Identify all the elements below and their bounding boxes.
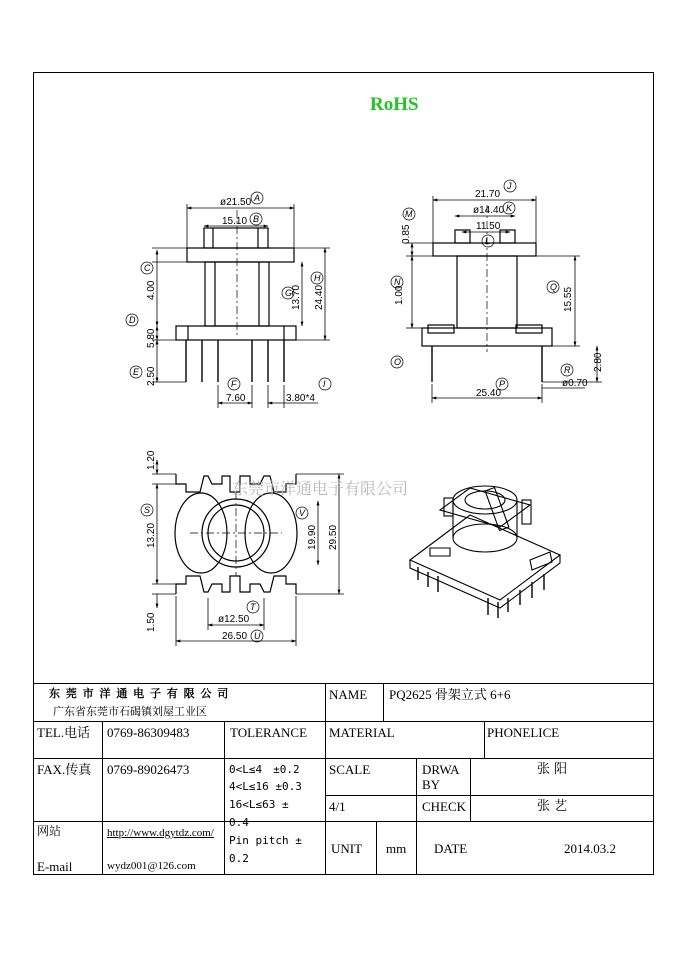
letter-t: T — [250, 602, 256, 612]
dim-s: 13.20 — [146, 522, 157, 548]
letter-f: F — [231, 379, 237, 389]
tb-col-line-2 — [224, 721, 225, 875]
dim-h: 24.40 — [314, 284, 325, 310]
letter-v: V — [299, 508, 306, 518]
letter-o: O — [394, 357, 402, 367]
dim-a: ø21.50 — [220, 197, 252, 208]
company-address: 广东省东莞市石碣镇刘屋工业区 — [53, 705, 207, 718]
front-top-flange — [187, 248, 294, 262]
name-label: NAME — [329, 687, 368, 702]
tb-row-line-2 — [33, 758, 654, 759]
tolerance-line-5: Pin pitch ± — [229, 834, 302, 847]
rohs-mark: RoHS — [370, 94, 419, 115]
date-value: 2014.03.2 — [564, 841, 616, 856]
scale-value: 4/1 — [329, 799, 346, 814]
letter-m: M — [405, 209, 413, 219]
dim-m: 0.85 — [401, 224, 412, 244]
letter-a: A — [254, 193, 261, 203]
dim-29-50: 29.50 — [328, 524, 339, 550]
fax-value: 0769-89026473 — [107, 762, 190, 777]
letter-d: D — [129, 315, 136, 325]
tolerance-line-6: 0.2 — [229, 852, 249, 865]
drawn-by-value: 张 阳 — [537, 762, 568, 777]
dim-r: ø0.70 — [562, 378, 588, 389]
front-view — [152, 204, 330, 408]
dim-q: 15.55 — [563, 286, 574, 312]
tolerance-label: TOLERANCE — [230, 725, 308, 740]
material-value: PHONELICE — [487, 725, 560, 740]
letter-r: R — [564, 365, 571, 375]
front-pins — [186, 340, 284, 382]
unit-value: mm — [386, 841, 407, 856]
scale-label: SCALE — [329, 762, 371, 777]
tb-col-line-1 — [102, 721, 103, 875]
letter-j: J — [507, 181, 512, 191]
dim-i: 3.80*4 — [286, 393, 315, 404]
web-label: 网站 — [37, 824, 62, 838]
iso-core-ring-bottom — [453, 524, 517, 552]
letter-b: B — [253, 214, 260, 224]
tel-label: TEL.电话 — [37, 725, 91, 740]
web-link[interactable]: http://www.dgytdz.com/ — [107, 827, 214, 839]
tolerance-line-3: 16<L≤63 ± — [229, 798, 289, 811]
tolerance-line-1: 0<L≤4 ±0.2 — [229, 763, 300, 776]
dim-g: 13.70 — [291, 284, 302, 310]
dim-b: 15.10 — [222, 216, 248, 227]
dim-j: 21.70 — [475, 189, 501, 200]
check-value: 张 艺 — [537, 799, 568, 814]
letter-k: K — [506, 203, 513, 213]
email-value: wydz001@126.com — [107, 860, 196, 872]
tb-col-line-name — [383, 683, 384, 721]
letter-s: S — [144, 505, 151, 515]
letter-p: P — [499, 379, 506, 389]
front-view-labels — [126, 192, 331, 404]
tb-col-line-3 — [416, 758, 417, 875]
tb-col-line-4 — [470, 758, 471, 821]
iso-core-ring-top — [453, 486, 517, 514]
letter-q: Q — [550, 282, 558, 292]
dim-n: 1.00 — [394, 285, 405, 305]
name-value: PQ2625 骨架立式 6+6 — [389, 687, 511, 702]
letter-h: H — [314, 273, 321, 283]
dim-c: 4.00 — [146, 280, 157, 300]
dim-p: 25.40 — [476, 388, 502, 399]
material-label: MATERIAL — [329, 725, 395, 740]
fax-label: FAX.传真 — [37, 762, 92, 777]
dim-t: ø12.50 — [218, 614, 250, 625]
dim-k: ø14.40 — [473, 205, 505, 216]
tb-row-line-1 — [33, 721, 654, 722]
check-label: CHECK — [422, 799, 467, 814]
tolerance-line-4: 0.4 — [229, 816, 249, 829]
date-label: DATE — [434, 841, 468, 856]
tb-col-line-material — [484, 721, 485, 758]
dim-1-50: 1.50 — [146, 612, 157, 632]
letter-c: C — [144, 263, 151, 273]
letter-l: L — [485, 236, 491, 246]
letter-g: G — [285, 288, 293, 298]
top-view-lower-edge — [176, 576, 296, 594]
unit-label: UNIT — [331, 841, 363, 856]
letter-n: N — [394, 277, 401, 287]
company-name: 东 莞 市 洋 通 电 子 有 限 公 司 — [49, 687, 230, 700]
dim-2-80: 2.80 — [593, 352, 604, 372]
dim-d: 5.80 — [146, 328, 157, 348]
title-block — [33, 683, 654, 875]
dim-l: 11.50 — [476, 221, 501, 232]
side-view-labels — [391, 180, 604, 399]
dim-v: 19.90 — [307, 524, 318, 550]
dim-1-20: 1.20 — [146, 450, 157, 470]
tb-row-line-3 — [325, 795, 654, 796]
watermark: 东莞市洋通电子有限公司 — [232, 479, 409, 498]
email-label: E-mail — [37, 859, 73, 874]
letter-i: I — [323, 379, 326, 389]
dim-u: 26.50 — [222, 631, 248, 642]
dim-e: 2.50 — [146, 366, 157, 386]
tb-col-line-mid — [325, 683, 326, 875]
drawn-by-label: DRWA BY — [422, 762, 460, 792]
web-link-cell — [107, 824, 214, 841]
tb-col-line-unit — [376, 821, 377, 875]
iso-pins — [418, 567, 544, 618]
tel-value: 0769-86309483 — [107, 725, 190, 740]
tb-top-line — [33, 683, 654, 684]
tb-row-line-4 — [33, 821, 654, 822]
letter-u: U — [254, 631, 261, 641]
front-bottom-flange — [176, 326, 296, 340]
dim-f: 7.60 — [226, 393, 246, 404]
isometric-view — [410, 486, 560, 618]
letter-e: E — [133, 367, 140, 377]
tolerance-line-2: 4<L≤16 ±0.3 — [229, 780, 302, 793]
